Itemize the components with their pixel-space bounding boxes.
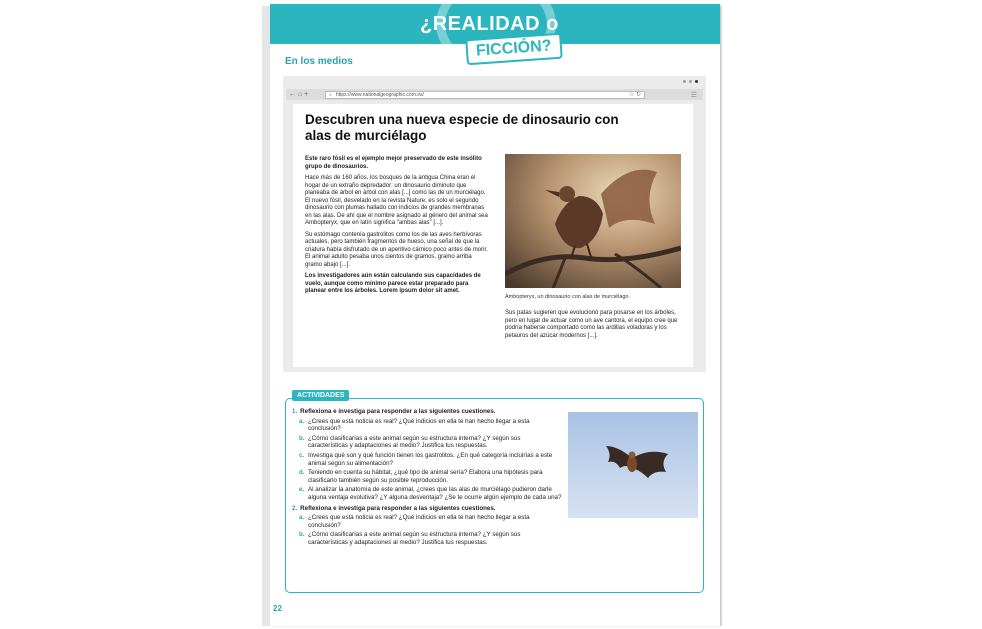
sub-question-text: ¿Crees que esta noticia es real? ¿Qué indicios en ella te han hecho llegar a esta conclusión? — [308, 417, 530, 433]
article-paragraph: Sus patas sugieren que evolucionó para posarse en los árboles, pero en lugar de actuar como un ave cantora, el equipo cree que podría haberse comportado como las ardillas voladoras y los petauros del azúcar modernos [...]. — [505, 310, 678, 339]
browser-window — [283, 76, 706, 372]
article-paragraph: Los investigadores aún están calculando sus capacidades de vuelo, aunque como mínimo parece estar preparado para planear entre los árboles. Lorem ipsum dolor sit amet. — [305, 273, 481, 294]
sub-question-letter: c. — [299, 451, 305, 459]
article-left-column — [305, 156, 490, 300]
sub-question-text: ¿Crees que esta noticia es real? ¿Qué indicios en ella te han hecho llegar a esta conclusión? — [308, 514, 530, 529]
title-line-2: FICCIÓN? — [465, 33, 562, 66]
question-heading — [292, 505, 562, 513]
menu-icon[interactable]: ☰ — [690, 91, 697, 99]
article-content — [293, 104, 693, 367]
question-number: 2. — [292, 504, 298, 512]
sub-question-text: ¿Cómo clasificarías a este animal según su estructura interna? ¿Y según sus características y adaptaciones al medio? Justifica tus respuestas. — [308, 434, 521, 450]
address-bar[interactable] — [325, 91, 645, 99]
textbook-page — [270, 4, 720, 626]
browser-toolbar — [286, 89, 703, 100]
sub-question — [292, 418, 562, 433]
article-right-column — [505, 310, 683, 340]
sub-question — [292, 531, 562, 546]
sub-question — [292, 514, 562, 529]
section-label: En los medios — [285, 56, 353, 67]
sub-question-text: Teniendo en cuenta su hábitat, ¿qué tipo de animal sería? Elabora una hipótesis para clasificarlo también según su posible reproducción. — [308, 469, 543, 484]
sub-question — [292, 469, 562, 484]
article-lead: Este raro fósil es el ejemplo mejor preservado de este insólito grupo de dinosaurios. — [305, 156, 482, 170]
article-paragraph: Su estómago contenía gastrolitos como los de las aves herbívoras actuales, pero también fragmentos de hueso, una señal de que la criatura había disfrutado de un aperitivo cárnico poco antes de morir. El animal adulto pesaba unos cientos de gramos, gramo arriba gramo abajo [...]. — [305, 231, 488, 268]
photo-caption: Ambopteryx, un dinosaurio con alas de murciélago — [505, 294, 629, 300]
sub-question-letter: a. — [299, 514, 305, 522]
activities-list — [292, 408, 562, 550]
window-dots — [683, 80, 698, 83]
question-heading — [292, 408, 562, 416]
bat-photo — [568, 412, 698, 518]
question — [292, 505, 562, 547]
sub-question-text: Al analizar la anatomía de este animal, ¿crees que las alas de murciélago pudieron darle alguna ventaja evolutiva? ¿Y alguna desventaja? ¿Se te ocurre algún ejemplo de cada una? — [308, 486, 562, 501]
sub-question — [292, 435, 562, 450]
page-number: 22 — [273, 604, 282, 613]
sub-question-letter: a. — [299, 417, 305, 425]
question-text: Reflexiona e investiga para responder a las siguientes cuestiones. — [300, 504, 496, 512]
nav-icons[interactable]: ← ⌂ + — [289, 91, 309, 98]
sub-question-letter: e. — [299, 486, 305, 494]
question — [292, 408, 562, 502]
question-text: Reflexiona e investiga para responder a las siguientes cuestiones. — [300, 408, 496, 415]
article-paragraph: Hace más de 160 años, los bosques de la antigua China eran el hogar de un extraño depredador: un dinosaurio diminuto que planeaba de árbol en árbol con alas [...] como las de un murciélago. El nuevo fósil, desvelado en la revista Nature, es solo el segundo dinosaurio con plumas hallado con indicios de grandes membranas en las alas. De ahí que el nombre asignado al género del animal sea Ambopteryx, que en latín significa "ambas alas" [...]. — [305, 175, 488, 226]
sub-question-text: ¿Cómo clasificarías a este animal según su estructura interna? ¿Y según sus características y adaptaciones al medio? Justifica tus respuestas. — [308, 531, 521, 546]
sub-question-letter: b. — [299, 434, 305, 442]
activities-tag: ACTIVIDADES — [292, 390, 349, 401]
sub-question-letter: d. — [299, 469, 305, 477]
sub-question-text: Investiga qué son y qué función tienen los gastrolitos. ¿En qué categoría incluirías a este animal según su alimentación? — [308, 451, 553, 467]
dinosaur-photo — [505, 154, 681, 288]
sub-question-letter: b. — [299, 531, 305, 539]
sub-question — [292, 452, 562, 467]
url-text: https://www.nationalgeographic.com.es/ — [335, 91, 424, 98]
question-number: 1. — [292, 408, 298, 415]
search-icon: ⌕ — [329, 91, 332, 98]
window-dot — [695, 80, 698, 83]
article-headline: Descubren una nueva especie de dinosaurio con alas de murciélago — [305, 112, 619, 143]
window-dot — [683, 80, 686, 83]
bookmark-reload-icons[interactable]: ☆ ↻ — [628, 92, 641, 98]
sub-question — [292, 486, 562, 501]
window-dot — [689, 80, 692, 83]
title-line-1: ¿REALIDAD o — [420, 13, 559, 35]
